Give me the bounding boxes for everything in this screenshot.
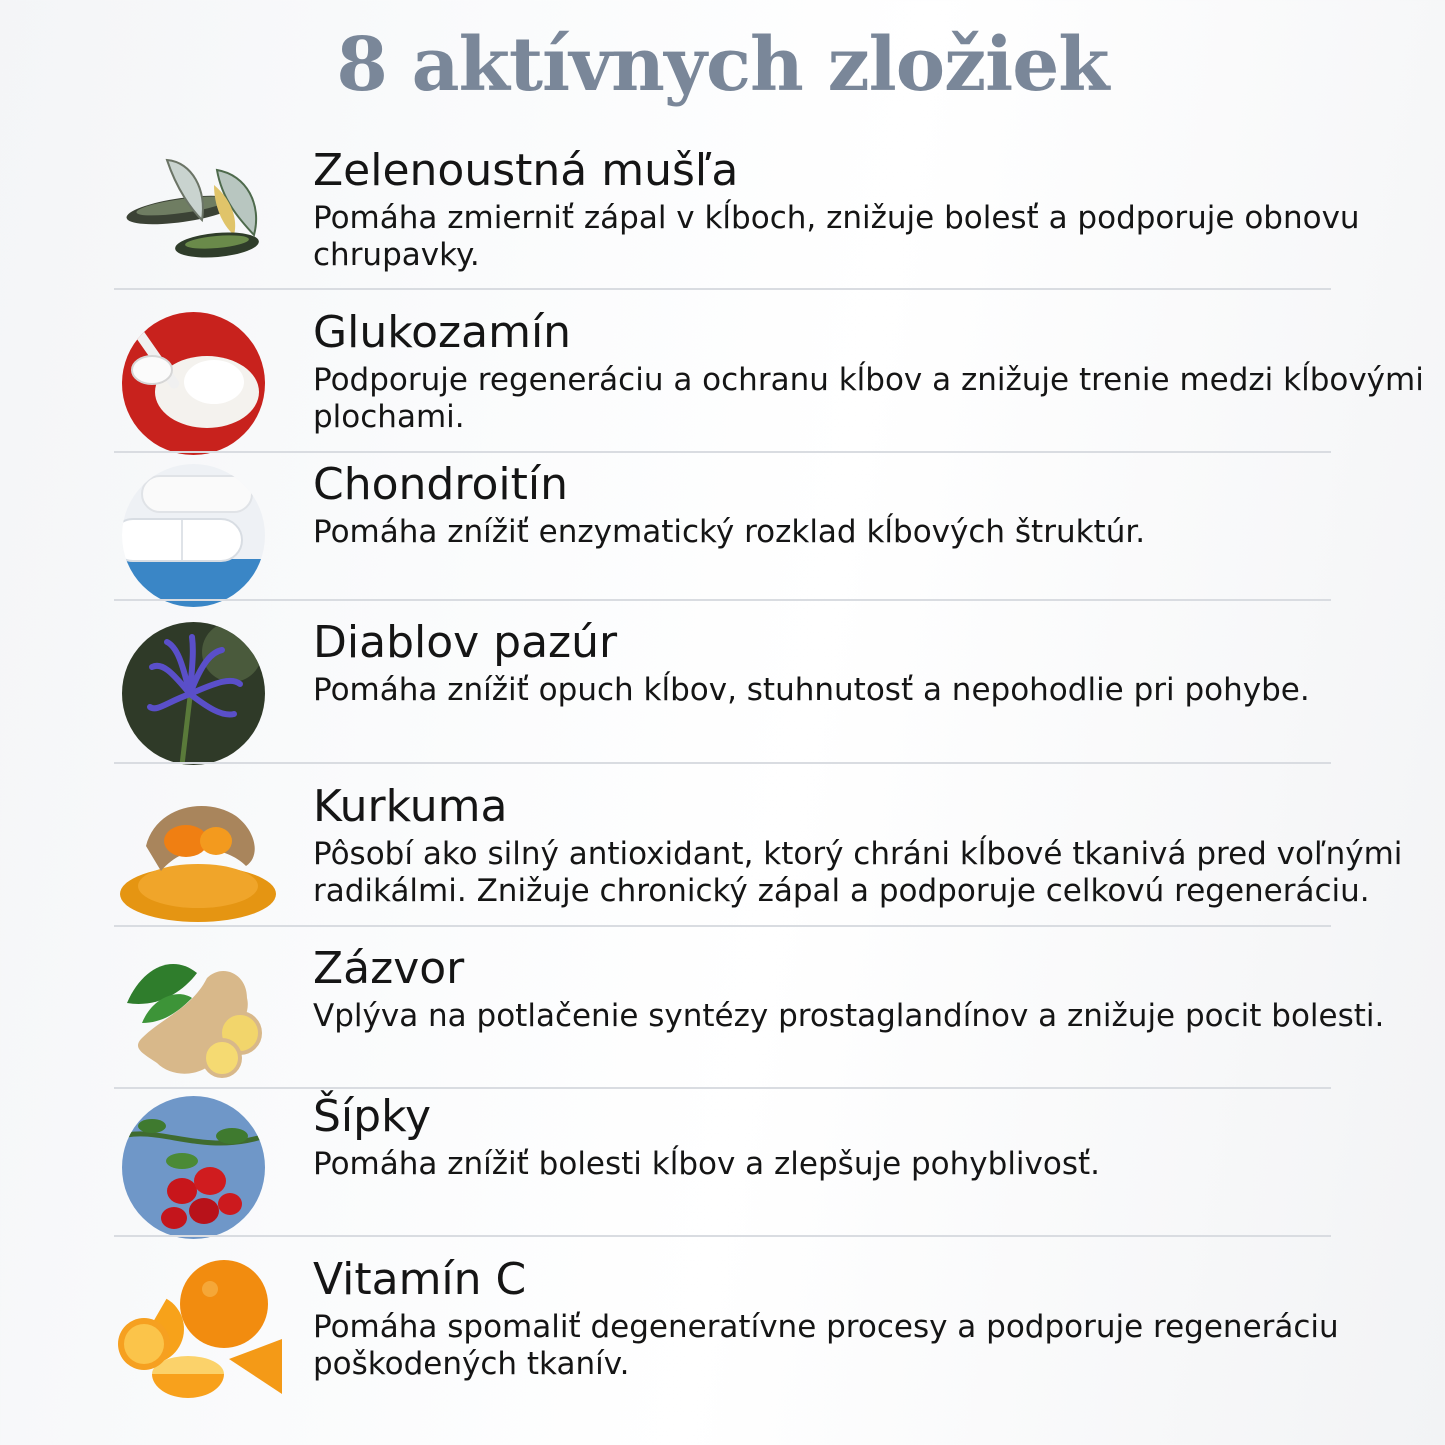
list-item [114,140,1444,302]
list-item [114,454,1444,616]
ingredient-description: Pomáha zmierniť zápal v kĺboch, znižuje bolesť a podporuje obnovu chrupavky. [313,200,1360,273]
ingredient-description: Pomáha znížiť opuch kĺbov, stuhnutosť a nepohodlie pri pohybe. [313,672,1310,708]
ginger-icon [122,948,265,1091]
divider [114,1235,1331,1237]
divider [114,288,1331,290]
powder-scoop-icon [122,312,265,455]
mussel-icon [122,150,265,293]
ingredient-description: Podporuje regeneráciu a ochranu kĺbov a znižuje trenie medzi kĺbovými plochami. [313,362,1424,435]
orange-icon [114,1259,282,1402]
ingredient-name: Vitamín C [313,1254,527,1305]
purple-flower-icon [122,622,265,765]
ingredient-description: Pomáha spomaliť degeneratívne procesy a podporuje regeneráciu poškodených tkanív. [313,1309,1339,1382]
rosehip-icon [122,1096,265,1239]
ingredient-description: Pomáha znížiť bolesti kĺbov a zlepšuje pohyblivosť. [313,1146,1101,1182]
capsules-icon [122,464,265,607]
list-item [114,612,1444,774]
ingredient-name: Glukozamín [313,307,572,358]
ingredient-name: Diablov pazúr [313,617,618,668]
list-item [114,1086,1444,1248]
list-item [114,1249,1444,1411]
divider [114,762,1331,764]
ingredient-name: Chondroitín [313,459,568,510]
turmeric-icon [116,786,276,929]
ingredient-description: Pôsobí ako silný antioxidant, ktorý chráni kĺbové tkanivá pred voľnými radikálmi. Znižuje chronický zápal a podporuje celkovú regeneráciu. [313,836,1403,909]
divider [114,925,1331,927]
divider [114,451,1331,453]
ingredient-name: Zázvor [313,943,465,994]
ingredient-description: Pomáha znížiť enzymatický rozklad kĺbových štruktúr. [313,514,1146,550]
list-item [114,776,1444,938]
ingredient-name: Šípky [313,1091,432,1142]
ingredient-name: Zelenoustná mušľa [313,145,739,196]
list-item [114,302,1444,464]
list-item [114,938,1444,1100]
divider [114,599,1331,601]
page-title: 8 aktívnych zložiek [336,22,1109,108]
ingredient-name: Kurkuma [313,781,508,832]
ingredient-description: Vplýva na potlačenie syntézy prostaglandínov a znižuje pocit bolesti. [313,998,1385,1034]
